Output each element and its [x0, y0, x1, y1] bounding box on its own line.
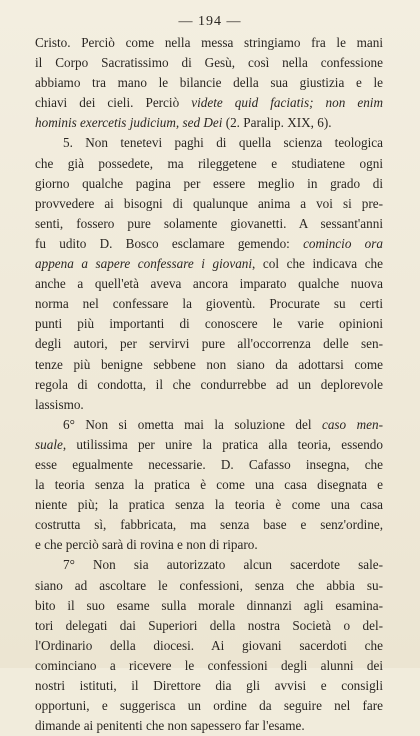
text-line: nostri istituti, il Direttore dia gli avvisi e consigli: [35, 678, 383, 693]
italic-phrase: hominis exercetis judicium, sed Dei: [35, 115, 223, 131]
text-line: 7° Non sia autorizzato alcun sacerdote sale-: [63, 557, 383, 573]
text-line: che già possedete, ma rileggetene e studiatene ogni: [35, 155, 383, 171]
text-line: abbiamo tra mano le bilancie della sua giustizia e le: [35, 75, 383, 91]
text-line: degli autori, per servirvi pure all'occorrenza delle sen-: [35, 336, 383, 352]
text-line: la teoria senza la pratica è come una casa disegnata e: [35, 477, 383, 493]
text-line: provvedere ai bisogni di qualunque anima a voi si pre-: [35, 195, 383, 211]
text-line: niente più; la pratica senza la teoria è come una casa: [35, 497, 383, 513]
text-line: siano ad ascoltare le confessioni, senza che abbia su-: [35, 577, 383, 593]
text-line: il Corpo Sacratissimo di Gesù, così nella confessione: [35, 55, 383, 71]
paragraph-2: [35, 133, 383, 414]
italic-phrase: comincio ora: [303, 235, 383, 251]
text-line: suale, utilissima per unire la pratica alla teoria, essendo: [35, 436, 383, 452]
text-line: Cristo. Perciò come nella messa stringiamo fra le mani: [35, 35, 383, 50]
text-line: giorno qualche pagina per essere meglio in grado di: [35, 175, 383, 191]
italic-phrase: appena a sapere confessare i giovani: [35, 256, 253, 272]
text-line: fu udito D. Bosco esclamare gemendo: comincio ora: [35, 235, 383, 251]
text-line: chiavi dei cieli. Perciò videte quid faciatis; non enim: [35, 95, 383, 111]
italic-phrase: videte quid faciatis; non enim: [191, 95, 383, 111]
italic-phrase: suale: [35, 436, 63, 452]
body-text: [35, 33, 383, 736]
text-line: 5. Non tenetevi paghi di quella scienza teologica: [63, 135, 383, 151]
text-line: tori delegati dai Superiori della nostra Società o del-: [35, 617, 383, 633]
text-line: appena a sapere confessare i giovani, col che indicava che: [35, 256, 383, 272]
text-line: esse egualmente necessarie. D. Cafasso insegna, che: [35, 456, 383, 472]
text-line: 6° Non si ometta mai la soluzione del caso men-: [63, 416, 383, 432]
paragraph-1: [35, 33, 383, 133]
text-line: hominis exercetis judicium, sed Dei (2. Paralip. XIX, 6).: [35, 115, 332, 131]
text-line: costrutta sì, fabbricata, ma senza base e senz'ordine,: [35, 517, 383, 533]
text-line: tenze più benigne sebbene non siano da adottarsi come: [35, 356, 383, 372]
text-line: bito il suo esame sulla morale dinnanzi agli esamina-: [35, 597, 383, 613]
paragraph-3: [35, 415, 383, 556]
text-line: lassismo.: [35, 396, 84, 412]
paragraph-4: [35, 555, 383, 736]
text-line: anche a quell'età aveva ancora imparato qualche nuova: [35, 276, 383, 292]
text-line: cominciano a ricevere le confessioni degli alunni dei: [35, 657, 383, 673]
text-line: senti, fossero pure solamente giovanetti. A sessant'anni: [35, 215, 383, 231]
text-line: punti più importanti di conoscere le varie opinioni: [35, 316, 383, 332]
text-line: opportuni, e suggerisca un ordine da seguire nel fare: [35, 698, 383, 714]
text-line: dimande ai penitenti che non sapessero far l'esame.: [35, 718, 305, 734]
page-number: — 194 —: [178, 14, 242, 29]
text-line: l'Ordinario della diocesi. Ai giovani sacerdoti che: [35, 637, 383, 653]
text-line: e che perciò sarà di rovina e non di riparo.: [35, 537, 258, 553]
italic-phrase: caso men-: [321, 416, 383, 432]
text-line: regola di condotta, il che condurrebbe ad un deplorevole: [35, 376, 383, 392]
text-line: norma nel confessare la gioventù. Procurate su certi: [35, 296, 383, 312]
